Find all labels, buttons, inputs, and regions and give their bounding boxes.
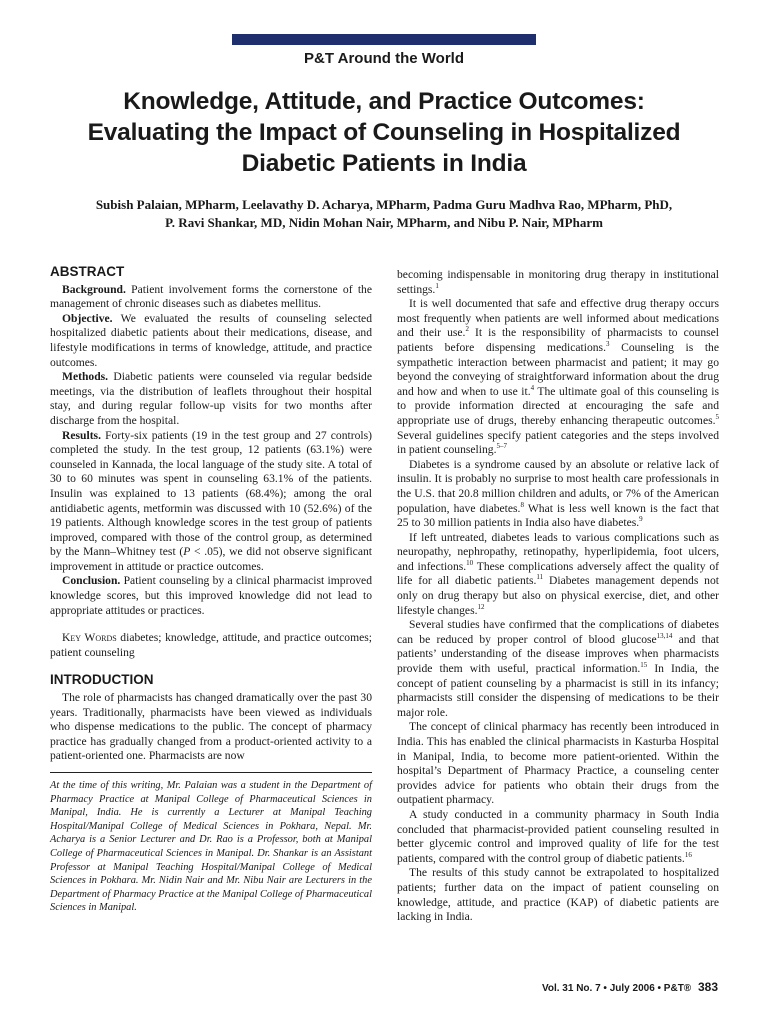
title-line-2: Evaluating the Impact of Counseling in Hospitalized <box>87 119 681 146</box>
issue-info: Vol. 31 No. 7 • July 2006 • P&T® <box>541 983 692 994</box>
section-label: P&T Around the World <box>304 50 464 67</box>
intro-paragraph-1: The role of pharmacists has changed dramatically over the past 30 years. Traditionally, pharmacists have been viewed as individuals who dispense medications to the public. The concept of pharmacy practice has gradually changed from a product-oriented activity to a patient-oriented one. Pharmacists are now <box>50 691 372 763</box>
title-line-3: Diabetic Patients in India <box>241 150 527 177</box>
abstract-objective: Objective. We evaluated the results of counseling selected hospitalized diabetic patients about their medications, disease, and lifestyle modifications in terms of knowledge, attitude, and practice outcomes. <box>50 311 372 369</box>
body-paragraph-8: The results of this study cannot be extrapolated to hospitalized patients; further data on the impact of patient counseling on knowledge, attitude, and practice (KAP) of diabetic patients are lacking in India. <box>397 866 719 924</box>
abstract-heading: ABSTRACT <box>50 264 125 279</box>
body-paragraph-3: Diabetes is a syndrome caused by an absolute or relative lack of insulin. It is probably no surprise to most health care professionals in the U.S. that 20.8 million children and adults, or 7% of the American population, have diabetes.$^8$ What is less well known is the fact that 25 to 30 million patients in India also have diabetes.$^9$ <box>397 457 719 530</box>
abstract-methods: Methods. Diabetic patients were counseled via regular bedside meetings, via the distribution of leaflets throughout their hospital stay, and during regular follow-up visits for two months after discharge from the hospital. <box>50 370 372 427</box>
page-footer <box>542 980 718 994</box>
body-paragraph-2: It is well documented that safe and effective drug therapy occurs most frequently when patients are well informed about medications and their use.$^2$ It is the responsibility of pharmacists to counsel patients before dispensing medications.$^3$ Counseling is the sympathetic interaction between pharmacist and patient; it may go beyond the conveying of straightforward information about the drug and how and when to use it.$^4$ The ultimate goal of this counseling is to provide information directed at encouraging the safe and appropriate use of drugs, thereby enhancing therapeutic outcomes.$^5$ Several guidelines specify patient categories and the steps involved in patient counseling.$^{5-7}$ <box>397 297 719 457</box>
abstract-background: Background. Patient involvement forms the cornerstone of the management of chronic diseases such as diabetes mellitus. <box>50 282 372 311</box>
body-paragraph-5: Several studies have confirmed that the complications of diabetes can be reduced by proper control of blood glucose$^{13,14}$ and that patients’ understanding of the disease improves when pharmacists provide them with useful, practical information.$^{15}$ In India, the concept of patient counseling by a pharmacist is still in its infancy; pharmacists still consider the dispensing of medications to be their major role. <box>397 618 719 719</box>
author-affiliations-footnote: At the time of this writing, Mr. Palaian was a student in the Department of Pharmacy Practice at Manipal College of Pharmaceutical Sciences in Manipal, India. He is currently a Lecturer at Manipal Teaching Hospital/Manipal College of Medical Sciences in Pokhara, Nepal. Mr. Acharya is a Senior Lecturer and Dr. Rao is a Professor, both at Manipal College of Pharmaceutical Sciences in Manipal. Dr. Shankar is an Assistant Professor at Manipal Teaching Hospital/Manipal College of Medical Sciences in Pokhara. Mr. Nidin Nair and Mr. Nibu Nair are Lecturers in the Department of Pharmacy Practice at the Manipal College of Pharmaceutical Sciences in Manipal. <box>50 780 372 914</box>
left-column <box>50 265 372 915</box>
key-words: Key Words diabetes; knowledge, attitude, and practice outcomes; patient counseling <box>50 631 372 659</box>
body-paragraph-7: A study conducted in a community pharmacy in South India concluded that pharmacist-provided patient counseling resulted in better glycemic control and improved quality of life for the test patients, compared with the control group of diabetic patients.$^{16}$ <box>397 807 719 865</box>
right-column <box>397 268 719 925</box>
body-paragraph-6: The concept of clinical pharmacy has recently been introduced in India. This has enabled the clinical pharmacists in Kasturba Hospital in Manipal, India, to become more patient-oriented. Within the hospital’s Department of Pharmacy Practice, a counseling center provides advice for patients who obtain their drugs from the outpatient pharmacy. <box>397 720 719 807</box>
abstract-results: Results. Forty-six patients (19 in the test group and 27 controls) completed the study. In the test group, 12 patients (63.1%) were counseled in Kannada, the local language of the study site. A total of 30 to 60 minutes was spent in counseling 63.1% of the patients. Insulin was explained to 13 patients (68.4%); among the oral antidiabetic agents, metformin was discussed with 10 (52.6%) of the 19 patients. Although knowledge scores in the test group of patients improved, compared with those of the control group, as determined by the Mann–Whitney test (P < .05), we did not observe significant improvement in attitude or practice outcomes. <box>50 428 372 573</box>
title-line-1: Knowledge, Attitude, and Practice Outcomes: <box>123 88 645 115</box>
body-paragraph-1: becoming indispensable in monitoring drug therapy in institutional settings.$^1$ <box>397 268 719 296</box>
abstract-conclusion: Conclusion. Patient counseling by a clinical pharmacist improved knowledge scores, but this improved knowledge did not lead to appropriate attitudes or practices. <box>50 574 372 617</box>
authors-line-2: P. Ravi Shankar, MD, Nidin Mohan Nair, MPharm, and Nibu P. Nair, MPharm <box>165 215 603 230</box>
author-list <box>40 196 728 232</box>
footnote-divider <box>50 772 372 773</box>
article-title <box>40 86 728 179</box>
authors-line-1: Subish Palaian, MPharm, Leelavathy D. Acharya, MPharm, Padma Guru Madhva Rao, MPharm, PhD, <box>95 197 673 212</box>
body-paragraph-4: If left untreated, diabetes leads to various complications such as neuropathy, nephropathy, retinopathy, hyperlipidemia, foot ulcers, and infections.$^{10}$ These complications adversely affect the quality of life for all diabetic patients.$^{11}$ Diabetes management depends not only on drug therapy but also on physical exercise, diet, and other lifestyle changes.$^{12}$ <box>397 530 719 617</box>
header-banner-bar <box>232 34 536 45</box>
page-number: 383 <box>697 980 718 994</box>
introduction-heading: INTRODUCTION <box>50 672 154 688</box>
